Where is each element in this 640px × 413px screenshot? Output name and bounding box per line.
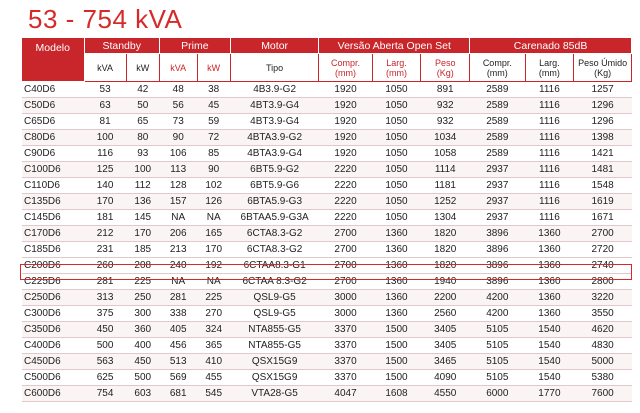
table-cell: 1920 xyxy=(319,82,372,98)
table-cell: 1540 xyxy=(525,370,574,386)
subheader-open-width: Larg. (mm) xyxy=(372,54,421,82)
model-cell: C145D6 xyxy=(22,210,84,226)
table-cell: 1058 xyxy=(421,146,470,162)
table-cell: 2560 xyxy=(421,306,470,322)
table-cell: 4BTA3.9-G2 xyxy=(230,130,319,146)
table-cell: 1500 xyxy=(372,322,421,338)
generator-spec-table xyxy=(22,38,632,402)
table-cell: 157 xyxy=(159,194,197,210)
table-cell: 1540 xyxy=(525,354,574,370)
table-cell: 1304 xyxy=(421,210,470,226)
table-cell: 3000 xyxy=(319,290,372,306)
table-cell: 932 xyxy=(421,114,470,130)
table-cell: NA xyxy=(197,274,230,290)
table-cell: 100 xyxy=(126,162,159,178)
table-cell: 4200 xyxy=(470,306,525,322)
table-cell: 3465 xyxy=(421,354,470,370)
table-cell: 3405 xyxy=(421,322,470,338)
table-cell: 4BT3.9-G4 xyxy=(230,114,319,130)
table-cell: NTA855-G5 xyxy=(230,338,319,354)
table-cell: 375 xyxy=(84,306,126,322)
table-row xyxy=(22,370,632,386)
model-cell: C40D6 xyxy=(22,82,84,98)
table-cell: 932 xyxy=(421,98,470,114)
table-cell: 2200 xyxy=(421,290,470,306)
table-cell: 192 xyxy=(197,258,230,274)
table-cell: 2700 xyxy=(319,226,372,242)
table-cell: 2800 xyxy=(574,274,632,290)
table-cell: 1548 xyxy=(574,178,632,194)
table-cell: 1820 xyxy=(421,226,470,242)
table-row xyxy=(22,322,632,338)
table-cell: NA xyxy=(159,210,197,226)
table-cell: 1920 xyxy=(319,146,372,162)
header-carenado: Carenado 85dB xyxy=(470,38,632,54)
model-cell: C200D6 xyxy=(22,258,84,274)
table-row xyxy=(22,82,632,98)
table-cell: 6BTA5.9-G3 xyxy=(230,194,319,210)
table-cell: 1050 xyxy=(372,194,421,210)
table-cell: 3370 xyxy=(319,322,372,338)
table-cell: 165 xyxy=(197,226,230,242)
table-cell: 563 xyxy=(84,354,126,370)
table-cell: 569 xyxy=(159,370,197,386)
table-cell: 2700 xyxy=(574,226,632,242)
table-row xyxy=(22,114,632,130)
table-cell: 2589 xyxy=(470,82,525,98)
table-row xyxy=(22,98,632,114)
table-cell: 1360 xyxy=(525,290,574,306)
table-cell: 206 xyxy=(159,226,197,242)
table-cell: 6BT5.9-G6 xyxy=(230,178,319,194)
table-cell: 170 xyxy=(126,226,159,242)
table-cell: 90 xyxy=(159,130,197,146)
table-cell: 4B3.9-G2 xyxy=(230,82,319,98)
table-cell: 405 xyxy=(159,322,197,338)
table-cell: 113 xyxy=(159,162,197,178)
table-cell: 73 xyxy=(159,114,197,130)
table-cell: 1940 xyxy=(421,274,470,290)
table-row xyxy=(22,274,632,290)
table-cell: 212 xyxy=(84,226,126,242)
table-cell: NTA855-G5 xyxy=(230,322,319,338)
table-cell: 5000 xyxy=(574,354,632,370)
table-cell: 240 xyxy=(159,258,197,274)
table-cell: 324 xyxy=(197,322,230,338)
table-cell: 3370 xyxy=(319,370,372,386)
table-cell: 100 xyxy=(84,130,126,146)
table-cell: 1050 xyxy=(372,210,421,226)
table-cell: 3000 xyxy=(319,306,372,322)
table-cell: 1421 xyxy=(574,146,632,162)
model-cell: C250D6 xyxy=(22,290,84,306)
table-cell: 93 xyxy=(126,146,159,162)
table-cell: 1114 xyxy=(421,162,470,178)
table-cell: 513 xyxy=(159,354,197,370)
table-cell: 125 xyxy=(84,162,126,178)
table-cell: 3550 xyxy=(574,306,632,322)
table-cell: 338 xyxy=(159,306,197,322)
table-cell: 1116 xyxy=(525,98,574,114)
table-cell: 455 xyxy=(197,370,230,386)
table-cell: 1050 xyxy=(372,130,421,146)
table-cell: 2740 xyxy=(574,258,632,274)
table-cell: 2589 xyxy=(470,146,525,162)
table-cell: 400 xyxy=(126,338,159,354)
table-cell: 1360 xyxy=(525,226,574,242)
header-model: Modelo xyxy=(22,38,84,82)
table-cell: 4620 xyxy=(574,322,632,338)
model-cell: C135D6 xyxy=(22,194,84,210)
model-cell: C300D6 xyxy=(22,306,84,322)
table-cell: QSL9-G5 xyxy=(230,290,319,306)
table-cell: 208 xyxy=(126,258,159,274)
table-cell: 1360 xyxy=(372,242,421,258)
table-cell: 85 xyxy=(197,146,230,162)
table-cell: 170 xyxy=(197,242,230,258)
table-cell: 2700 xyxy=(319,258,372,274)
table-row xyxy=(22,386,632,402)
table-cell: 6BTAA5.9-G3A xyxy=(230,210,319,226)
header-open-set: Versão Aberta Open Set xyxy=(319,38,470,54)
table-cell: 63 xyxy=(84,98,126,114)
table-cell: 65 xyxy=(126,114,159,130)
table-cell: 754 xyxy=(84,386,126,402)
table-cell: 2220 xyxy=(319,162,372,178)
table-cell: 365 xyxy=(197,338,230,354)
table-cell: 1050 xyxy=(372,162,421,178)
table-cell: 4BT3.9-G4 xyxy=(230,98,319,114)
table-row xyxy=(22,178,632,194)
table-cell: 2937 xyxy=(470,194,525,210)
table-cell: 3405 xyxy=(421,338,470,354)
table-cell: 5380 xyxy=(574,370,632,386)
table-cell: 2220 xyxy=(319,178,372,194)
table-cell: 1500 xyxy=(372,370,421,386)
table-cell: 1181 xyxy=(421,178,470,194)
table-cell: 53 xyxy=(84,82,126,98)
header-standby: Standby xyxy=(84,38,159,54)
table-cell: 1116 xyxy=(525,114,574,130)
table-cell: 681 xyxy=(159,386,197,402)
table-row xyxy=(22,210,632,226)
table-cell: 1500 xyxy=(372,354,421,370)
table-cell: 3896 xyxy=(470,258,525,274)
table-cell: 450 xyxy=(126,354,159,370)
table-cell: 1360 xyxy=(525,274,574,290)
table-cell: 1116 xyxy=(525,82,574,98)
table-cell: 2220 xyxy=(319,210,372,226)
table-cell: 1252 xyxy=(421,194,470,210)
page-title: 53 - 754 kVA xyxy=(28,4,183,34)
table-cell: 1050 xyxy=(372,114,421,130)
table-cell: 1050 xyxy=(372,98,421,114)
table-cell: QSX15G9 xyxy=(230,354,319,370)
model-cell: C170D6 xyxy=(22,226,84,242)
table-cell: 281 xyxy=(159,290,197,306)
table-cell: 1671 xyxy=(574,210,632,226)
table-cell: 225 xyxy=(197,290,230,306)
table-cell: 2937 xyxy=(470,210,525,226)
table-cell: 50 xyxy=(126,98,159,114)
model-cell: C600D6 xyxy=(22,386,84,402)
table-cell: 2700 xyxy=(319,274,372,290)
model-cell: C90D6 xyxy=(22,146,84,162)
model-cell: C185D6 xyxy=(22,242,84,258)
table-cell: 4BTA3.9-G4 xyxy=(230,146,319,162)
model-cell: C350D6 xyxy=(22,322,84,338)
subheader-prime-kva: kVA xyxy=(159,54,197,82)
table-cell: 625 xyxy=(84,370,126,386)
table-row xyxy=(22,354,632,370)
table-cell: 1116 xyxy=(525,130,574,146)
model-cell: C100D6 xyxy=(22,162,84,178)
table-cell: 7600 xyxy=(574,386,632,402)
table-cell: 4200 xyxy=(470,290,525,306)
table-cell: 1619 xyxy=(574,194,632,210)
table-cell: 1360 xyxy=(372,290,421,306)
table-cell: 1360 xyxy=(525,242,574,258)
table-cell: 1116 xyxy=(525,210,574,226)
table-cell: 102 xyxy=(197,178,230,194)
table-cell: NA xyxy=(159,274,197,290)
table-cell: 1050 xyxy=(372,146,421,162)
table-cell: 1050 xyxy=(372,178,421,194)
table-row xyxy=(22,258,632,274)
table-row xyxy=(22,242,632,258)
model-cell: C225D6 xyxy=(22,274,84,290)
table-cell: 80 xyxy=(126,130,159,146)
table-cell: 1034 xyxy=(421,130,470,146)
header-prime: Prime xyxy=(159,38,230,54)
table-cell: 106 xyxy=(159,146,197,162)
table-cell: 72 xyxy=(197,130,230,146)
table-cell: 6CTAA 8.3-G2 xyxy=(230,274,319,290)
subheader-open-weight: Peso (Kg) xyxy=(421,54,470,82)
model-cell: C80D6 xyxy=(22,130,84,146)
table-cell: 90 xyxy=(197,162,230,178)
table-cell: 270 xyxy=(197,306,230,322)
table-cell: 6CTA8.3-G2 xyxy=(230,242,319,258)
table-cell: 5105 xyxy=(470,322,525,338)
table-cell: 185 xyxy=(126,242,159,258)
table-cell: 225 xyxy=(126,274,159,290)
table-cell: 3896 xyxy=(470,226,525,242)
model-cell: C50D6 xyxy=(22,98,84,114)
table-cell: 1481 xyxy=(574,162,632,178)
table-cell: 1296 xyxy=(574,114,632,130)
table-cell: 42 xyxy=(126,82,159,98)
table-cell: 3370 xyxy=(319,354,372,370)
table-cell: 136 xyxy=(126,194,159,210)
table-cell: 1116 xyxy=(525,162,574,178)
table-cell: 140 xyxy=(84,178,126,194)
table-cell: 500 xyxy=(126,370,159,386)
table-cell: 128 xyxy=(159,178,197,194)
table-cell: 126 xyxy=(197,194,230,210)
table-cell: 2589 xyxy=(470,130,525,146)
table-cell: 891 xyxy=(421,82,470,98)
table-cell: 1360 xyxy=(372,274,421,290)
table-cell: 1820 xyxy=(421,258,470,274)
table-cell: 1360 xyxy=(372,226,421,242)
table-cell: QSX15G9 xyxy=(230,370,319,386)
table-cell: 450 xyxy=(84,322,126,338)
table-cell: 231 xyxy=(84,242,126,258)
table-cell: 1500 xyxy=(372,338,421,354)
table-cell: 5105 xyxy=(470,370,525,386)
table-cell: 1770 xyxy=(525,386,574,402)
table-cell: 2589 xyxy=(470,98,525,114)
table-cell: 1540 xyxy=(525,322,574,338)
table-cell: 1398 xyxy=(574,130,632,146)
table-cell: 1820 xyxy=(421,242,470,258)
subheader-canopy-weight: Peso Úmido (Kg) xyxy=(574,54,632,82)
table-cell: 500 xyxy=(84,338,126,354)
table-cell: 2220 xyxy=(319,194,372,210)
table-cell: 360 xyxy=(126,322,159,338)
table-row xyxy=(22,290,632,306)
table-cell: 1050 xyxy=(372,82,421,98)
model-cell: C110D6 xyxy=(22,178,84,194)
table-cell: 3896 xyxy=(470,274,525,290)
table-cell: 6000 xyxy=(470,386,525,402)
table-cell: 59 xyxy=(197,114,230,130)
model-cell: C400D6 xyxy=(22,338,84,354)
table-cell: 2589 xyxy=(470,114,525,130)
subheader-standby-kva: kVA xyxy=(84,54,126,82)
table-cell: 250 xyxy=(126,290,159,306)
table-cell: 1920 xyxy=(319,130,372,146)
model-cell: C500D6 xyxy=(22,370,84,386)
table-cell: 1360 xyxy=(372,258,421,274)
table-row xyxy=(22,194,632,210)
table-row xyxy=(22,130,632,146)
table-cell: 6BT5.9-G2 xyxy=(230,162,319,178)
table-cell: 603 xyxy=(126,386,159,402)
table-cell: 3220 xyxy=(574,290,632,306)
header-motor: Motor xyxy=(230,38,319,54)
table-row xyxy=(22,338,632,354)
table-cell: 300 xyxy=(126,306,159,322)
model-cell: C450D6 xyxy=(22,354,84,370)
table-cell: 5105 xyxy=(470,338,525,354)
table-cell: 2937 xyxy=(470,162,525,178)
table-cell: 1360 xyxy=(372,306,421,322)
table-cell: 170 xyxy=(84,194,126,210)
table-cell: 1360 xyxy=(525,258,574,274)
subheader-prime-kw: kW xyxy=(197,54,230,82)
table-cell: 4047 xyxy=(319,386,372,402)
table-cell: 4550 xyxy=(421,386,470,402)
table-cell: 213 xyxy=(159,242,197,258)
table-cell: 5105 xyxy=(470,354,525,370)
subheader-standby-kw: kW xyxy=(126,54,159,82)
table-cell: QSL9-G5 xyxy=(230,306,319,322)
table-cell: 116 xyxy=(84,146,126,162)
table-cell: 545 xyxy=(197,386,230,402)
table-cell: 3370 xyxy=(319,338,372,354)
table-cell: 456 xyxy=(159,338,197,354)
table-cell: 1257 xyxy=(574,82,632,98)
table-cell: 4090 xyxy=(421,370,470,386)
table-cell: 313 xyxy=(84,290,126,306)
table-cell: 1360 xyxy=(525,306,574,322)
table-cell: 1116 xyxy=(525,146,574,162)
table-cell: 1540 xyxy=(525,338,574,354)
table-cell: 6CTAA8.3-G1 xyxy=(230,258,319,274)
subheader-canopy-width: Larg. (mm) xyxy=(525,54,574,82)
table-cell: 1608 xyxy=(372,386,421,402)
table-cell: 112 xyxy=(126,178,159,194)
table-cell: 410 xyxy=(197,354,230,370)
table-cell: 38 xyxy=(197,82,230,98)
model-cell: C65D6 xyxy=(22,114,84,130)
table-cell: 6CTA8.3-G2 xyxy=(230,226,319,242)
subheader-canopy-length: Compr. (mm) xyxy=(470,54,525,82)
table-cell: 145 xyxy=(126,210,159,226)
table-cell: 2700 xyxy=(319,242,372,258)
table-cell: 45 xyxy=(197,98,230,114)
subheader-open-length: Compr. (mm) xyxy=(319,54,372,82)
table-cell: 1296 xyxy=(574,98,632,114)
table-cell: 1920 xyxy=(319,114,372,130)
table-row xyxy=(22,306,632,322)
table-cell: NA xyxy=(197,210,230,226)
table-cell: 1920 xyxy=(319,98,372,114)
table-cell: 3896 xyxy=(470,242,525,258)
table-cell: 1116 xyxy=(525,194,574,210)
table-cell: 2937 xyxy=(470,178,525,194)
table-row xyxy=(22,226,632,242)
table-cell: VTA28-G5 xyxy=(230,386,319,402)
table-cell: 181 xyxy=(84,210,126,226)
table-cell: 81 xyxy=(84,114,126,130)
table-row xyxy=(22,162,632,178)
table-cell: 281 xyxy=(84,274,126,290)
table-cell: 1116 xyxy=(525,178,574,194)
table-row xyxy=(22,146,632,162)
table-cell: 56 xyxy=(159,98,197,114)
table-cell: 2720 xyxy=(574,242,632,258)
subheader-motor-type: Tipo xyxy=(230,54,319,82)
table-cell: 48 xyxy=(159,82,197,98)
table-cell: 4830 xyxy=(574,338,632,354)
table-cell: 260 xyxy=(84,258,126,274)
